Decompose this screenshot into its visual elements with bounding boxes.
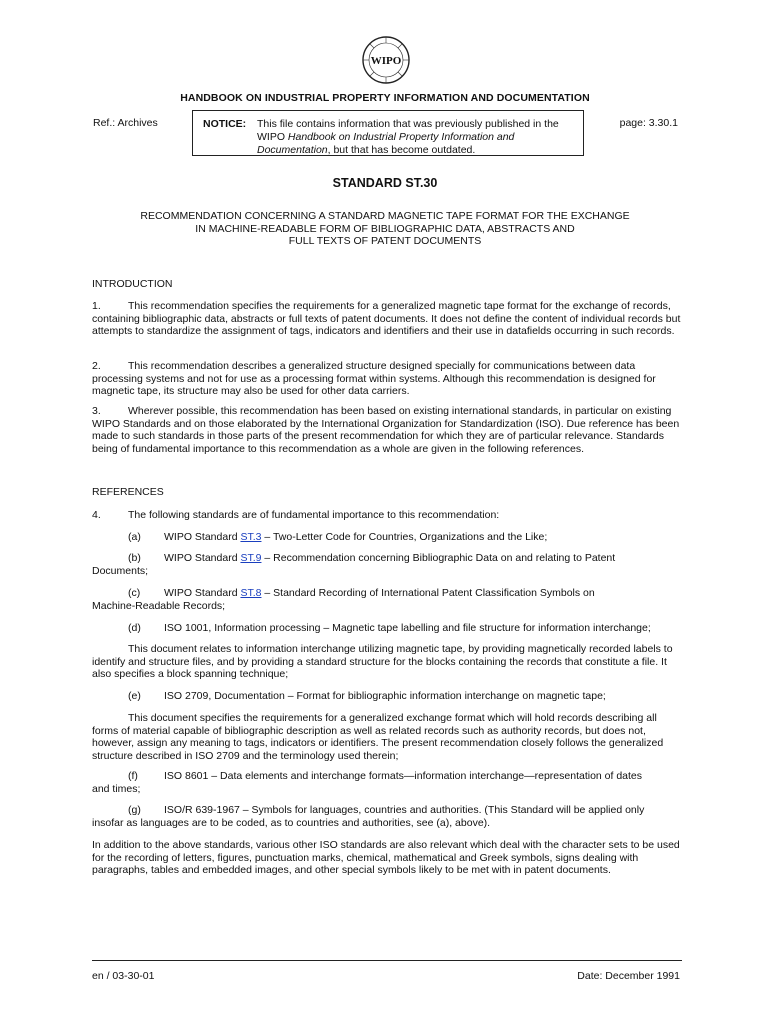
item-label: (c) [128, 587, 141, 599]
description-first: This document relates to information interchange utilizing magnetic tape, by providing magnetically recorded [128, 643, 631, 655]
item-text: WIPO Standard [164, 587, 241, 599]
notice-line-2-pre: WIPO [257, 131, 288, 143]
reference-item-b [92, 552, 684, 577]
reference-item-g [92, 804, 684, 829]
paragraph-number: 4. [92, 509, 101, 521]
paragraph-3-rest: existing WIPO Standards and on those elaborated by the International Organization for Standardization (ISO). Due reference has been made to such standards in those parts of the present recommendation for which they are of particular relevance. Standards being of fundamental importance to this recommendation as a whole are given in the following references. [92, 405, 680, 455]
notice-line-3-italic: Documentation [257, 144, 328, 156]
footer-date: Date: December 1991 [577, 970, 680, 982]
paragraph-4-text: The following standards are of fundamental importance to this recommendation: [128, 509, 500, 521]
paragraph-1 [92, 300, 684, 338]
reference-d-description [92, 643, 684, 681]
item-text: ISO 8601 – Data elements and interchange formats—information interchange—representation of dates [164, 770, 643, 782]
description-rest: labels to identify and structure files, and by providing a standard structure for the blocks containing the records that constitute a file. It also specifies a block spanning technique; [92, 643, 673, 680]
footer-divider [92, 960, 682, 961]
reference-item-e [128, 690, 606, 703]
description-first: This document specifies the requirements for a generalized exchange format which will hold records describing [128, 712, 644, 724]
link-st3[interactable]: ST.3 [240, 531, 262, 543]
references-heading: REFERENCES [92, 486, 164, 498]
link-st9[interactable]: ST.9 [240, 552, 262, 564]
reference-item-d [128, 622, 651, 635]
link-st8[interactable]: ST.8 [240, 587, 262, 599]
item-label: (d) [128, 622, 141, 634]
paragraph-2 [92, 360, 684, 398]
introduction-heading: INTRODUCTION [92, 278, 173, 290]
reference-e-description [92, 712, 684, 762]
recommendation-subtitle [100, 210, 670, 248]
paragraph-3-first: Wherever possible, this recommendation has been based on existing international standards, in particular on [128, 405, 633, 417]
description-rest: all forms of material capable of bibliographic description as well as related records such as authority records, but does not, however, assign any meaning to tags, indicators or identifiers. The present recommendation closely follows the generalized structure described in ISO 2709 and the terminology used therein; [92, 712, 664, 762]
item-text: WIPO Standard [164, 531, 241, 543]
item-text: ISO/R 639-1967 – Symbols for languages, countries and authorities. (This Standard will be applied only [164, 804, 645, 816]
item-text-continuation: Documents; [92, 564, 149, 577]
footer-document-code: en / 03-30-01 [92, 970, 155, 982]
item-text-continuation: Machine-Readable Records; [92, 599, 226, 612]
reference-item-f [92, 770, 684, 795]
item-text: WIPO Standard [164, 552, 241, 564]
item-label: (g) [128, 804, 141, 816]
notice-text [257, 118, 579, 157]
item-label: (b) [128, 552, 141, 564]
reference-item-c [92, 587, 684, 612]
paragraph-number: 2. [92, 360, 101, 372]
paragraph-4 [92, 509, 684, 522]
wipo-emblem-icon [361, 35, 411, 85]
item-label: (e) [128, 690, 141, 702]
notice-line-3-post: , but that has become outdated. [327, 144, 476, 156]
closing-paragraph: In addition to the above standards, various other ISO standards are also relevant which deal with the character sets to be used for the recording of letters, figures, punctuation marks, chemical, mathematical and Greek symbols, signs dealing with paragraphs, tables and embedded images, and other special symbols likely to be met with in patent documents. [92, 839, 680, 876]
page-number: page: 3.30.1 [619, 117, 678, 129]
svg-text:WIPO: WIPO [370, 55, 402, 67]
subtitle-line-1: RECOMMENDATION CONCERNING A STANDARD MAGNETIC TAPE FORMAT FOR THE EXCHANGE [140, 210, 630, 222]
item-text: ISO 1001, Information processing – Magnetic tape labelling and file structure for information interchange; [164, 622, 651, 634]
paragraph-1-rest: records, containing bibliographic data, abstracts or full texts of patent documents. It does not define the content of individual records but attempts to standardize the assignment of tags, indicators and identifiers and their use in datafields occurring in such records. [92, 300, 681, 337]
handbook-title: HANDBOOK ON INDUSTRIAL PROPERTY INFORMATION AND DOCUMENTATION [180, 92, 590, 104]
item-text: – Standard Recording of International Patent Classification Symbols on [261, 587, 595, 599]
paragraph-1-first: This recommendation specifies the requirements for a generalized magnetic tape format for the exchange of [128, 300, 630, 312]
item-text: – Recommendation concerning Bibliographic Data on and relating to Patent [261, 552, 616, 564]
item-label: (a) [128, 531, 141, 543]
item-text-continuation: insofar as languages are to be coded, as to countries and authorities, see (a), above). [92, 816, 491, 829]
subtitle-line-3: FULL TEXTS OF PATENT DOCUMENTS [288, 235, 482, 247]
notice-box [192, 110, 584, 156]
subtitle-line-2: IN MACHINE-READABLE FORM OF BIBLIOGRAPHIC DATA, ABSTRACTS AND [195, 222, 575, 235]
standard-title: STANDARD ST.30 [332, 176, 438, 190]
item-text: ISO 2709, Documentation – Format for bibliographic information interchange on magnetic tape; [164, 690, 606, 702]
wipo-logo [361, 35, 411, 85]
paragraph-2-first: This recommendation describes a generalized structure designed specially for communications between data [128, 360, 636, 372]
item-text-continuation: and times; [92, 782, 141, 795]
paragraph-number: 3. [92, 405, 101, 417]
notice-label: NOTICE: [203, 118, 247, 130]
ref-label: Ref.: Archives [93, 117, 158, 129]
reference-item-a [128, 531, 547, 544]
paragraph-3 [92, 405, 684, 455]
item-label: (f) [128, 770, 138, 782]
item-text: – Two-Letter Code for Countries, Organizations and the Like; [261, 531, 548, 543]
paragraph-number: 1. [92, 300, 101, 312]
notice-line-1: This file contains information that was previously published in the [257, 118, 559, 130]
notice-line-2-italic: Handbook on Industrial Property Information and [287, 131, 515, 143]
paragraph-2-rest: processing systems and not for use as a processing format within systems. Although this recommendation is designed for magnetic tape, its structure may also be used for other data carriers. [92, 372, 656, 397]
